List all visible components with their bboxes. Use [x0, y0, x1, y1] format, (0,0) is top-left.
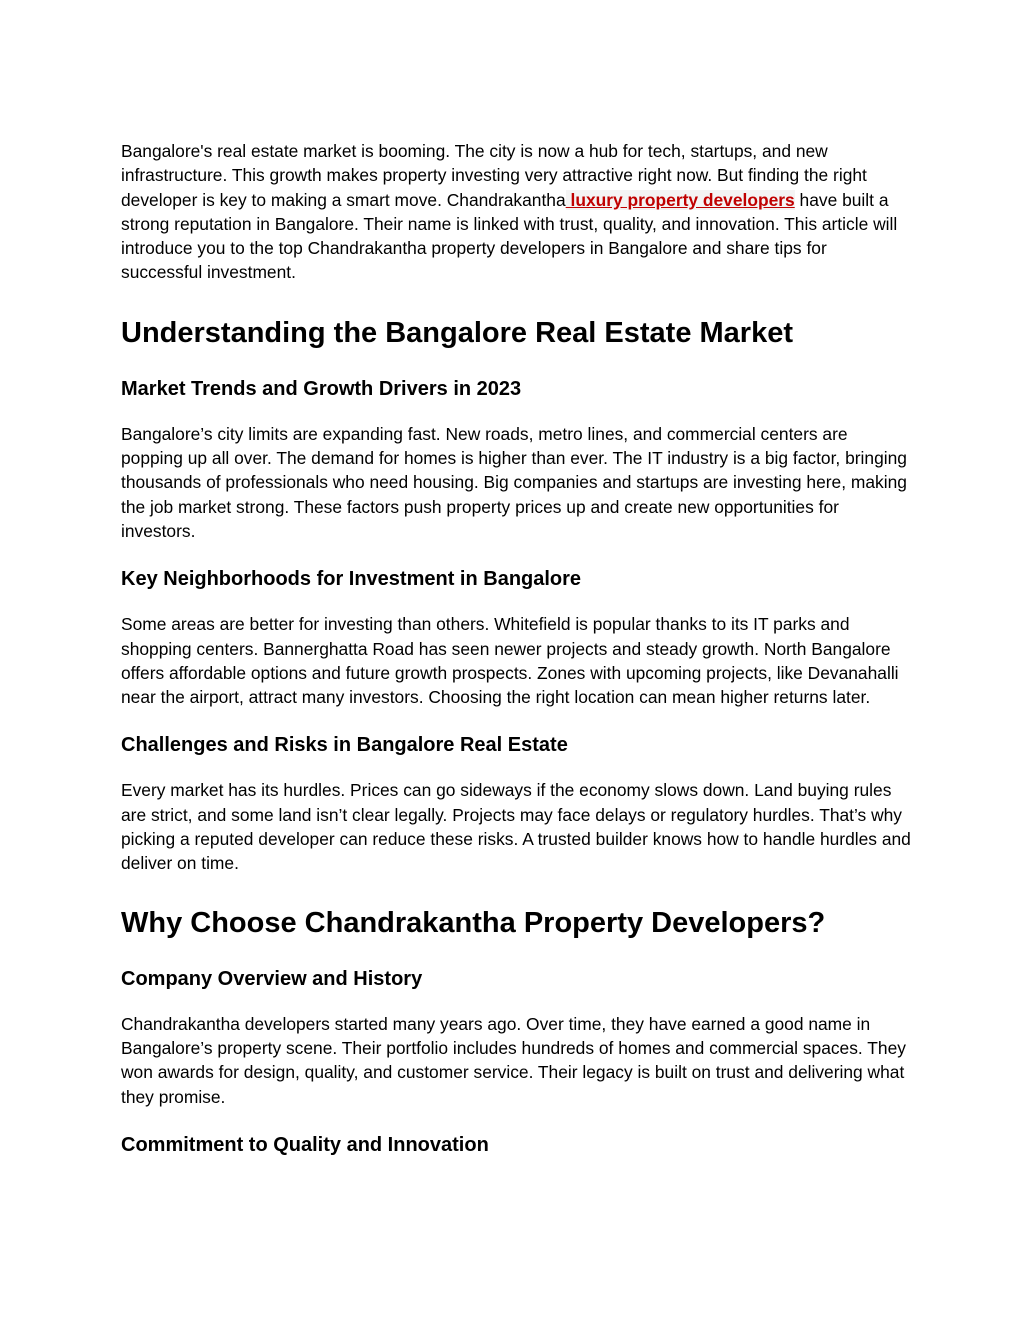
- paragraph-market-trends: Bangalore’s city limits are expanding fast. New roads, metro lines, and commercial centers are popping up all over. The demand for homes is higher than ever. The IT industry is a big factor, bringing thousands of professionals who need housing. Big companies and startups are investing here, making the job market strong. These factors push property prices up and create new opportunities for investors.: [121, 423, 907, 541]
- heading-company-overview: Company Overview and History: [121, 967, 423, 990]
- paragraph-company-overview: Chandrakantha developers started many years ago. Over time, they have earned a good name in Bangalore’s property scene. Their portfolio includes hundreds of homes and commercial spaces. They won awards for design, quality, and customer service. Their legacy is built on trust and delivering what they promise.: [121, 1013, 906, 1107]
- heading-key-neighborhoods: Key Neighborhoods for Investment in Bangalore: [121, 568, 582, 591]
- heading-commitment-quality: Commitment to Quality and Innovation: [121, 1133, 489, 1156]
- section-title-why-choose: Why Choose Chandrakantha Property Developers?: [121, 906, 826, 939]
- intro-text-before-link: Bangalore's real estate market is booming. The city is now a hub for tech, startups, and new infrastructure. This growth makes property investing very attractive right now. But finding the right developer is key to making a smart move. Chandrakantha: [121, 141, 867, 210]
- document-page: [121, 139, 911, 1158]
- intro-text-after-link: have built a strong reputation in Bangalore. Their name is linked with trust, quality, and innovation. This article will introduce you to the top Chandrakantha property developers in Bangalore and share tips for successful investment.: [121, 189, 898, 283]
- paragraph-key-neighborhoods: Some areas are better for investing than others. Whitefield is popular thanks to its IT parks and shopping centers. Bannerghatta Road has seen newer projects and steady growth. North Bangalore offers affordable options and future growth prospects. Zones with upcoming projects, like Devanahalli near the airport, attract many investors. Choosing the right location can mean higher returns later.: [121, 614, 899, 708]
- section-title-understanding: Understanding the Bangalore Real Estate Market: [121, 316, 793, 349]
- heading-market-trends: Market Trends and Growth Drivers in 2023: [121, 377, 522, 400]
- intro-paragraph: [121, 139, 911, 285]
- luxury-property-developers-link[interactable]: luxury property developers: [565, 189, 795, 210]
- heading-challenges-risks: Challenges and Risks in Bangalore Real Estate: [121, 734, 568, 757]
- paragraph-challenges-risks: Every market has its hurdles. Prices can go sideways if the economy slows down. Land buying rules are strict, and some land isn’t clear legally. Projects may face delays or regulatory hurdles. That’s why picking a reputed developer can reduce these risks. A trusted builder knows how to handle hurdles and deliver on time.: [121, 780, 911, 874]
